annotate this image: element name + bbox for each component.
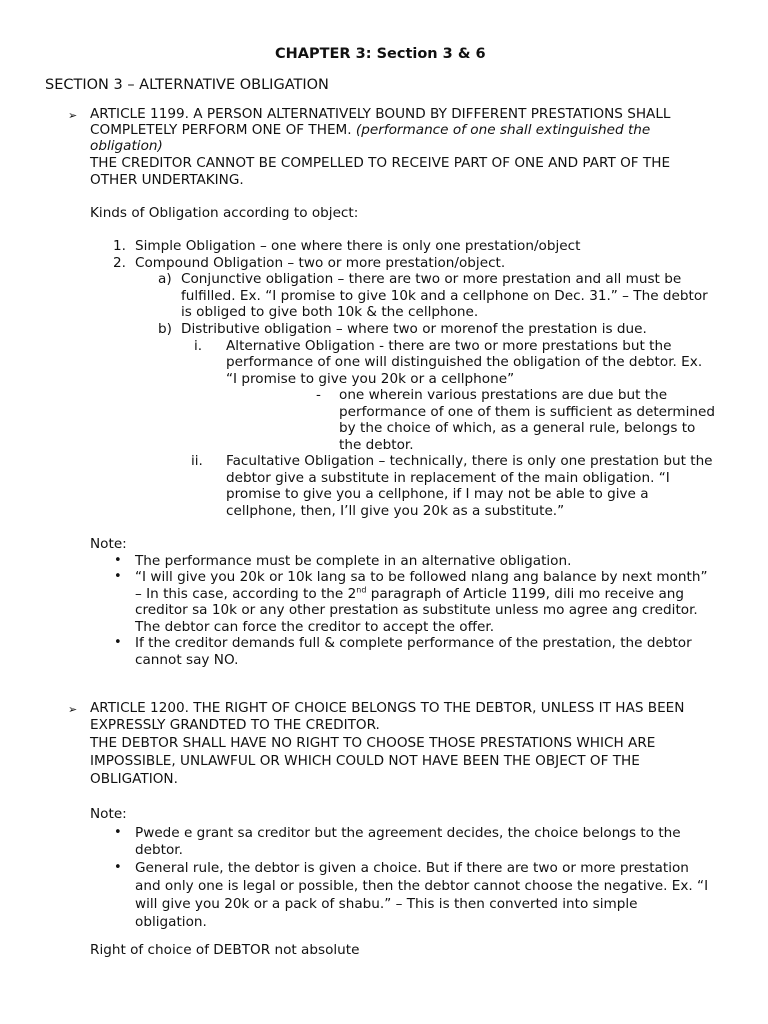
- note-1-bullet-2-line-1: “I will give you 20k or 10k lang sa to be followed nlang ang balance by next month”: [135, 569, 708, 585]
- arrow-bullet-icon: ➢: [68, 703, 78, 716]
- dash-bullet-icon: -: [316, 387, 321, 403]
- note-1-bullet-2-line-4: The debtor can force the creditor to accept the offer.: [135, 619, 495, 635]
- dash-line-2: performance of one of them is sufficient as determined: [339, 404, 716, 420]
- note-1-bullet-2-line-2-post: paragraph of Article 1199, dili mo receive ang: [366, 586, 685, 602]
- note-1-bullet-2-line-2-pre: – In this case, according to the 2: [135, 586, 357, 602]
- list-item-compound-obligation: Compound Obligation – two or more prestation/object.: [135, 255, 506, 271]
- dash-line-4: the debtor.: [339, 437, 414, 453]
- bullet-icon: •: [114, 825, 122, 840]
- note-label: Note:: [90, 536, 127, 552]
- note-1-bullet-2-line-2: [135, 586, 684, 602]
- alternative-line-1: Alternative Obligation - there are two or more prestations but the: [226, 338, 672, 354]
- article-1199-italic-note: (performance of one shall extinguished the: [355, 122, 651, 138]
- list-item-simple-obligation: Simple Obligation – one where there is only one prestation/object: [135, 238, 581, 254]
- article-1199-line-4: THE CREDITOR CANNOT BE COMPELLED TO RECEIVE PART OF ONE AND PART OF THE: [90, 155, 671, 171]
- note-label: Note:: [90, 806, 127, 822]
- article-1200-line-5: OBLIGATION.: [90, 771, 178, 787]
- article-1200-line-1: ARTICLE 1200. THE RIGHT OF CHOICE BELONGS TO THE DEBTOR, UNLESS IT HAS BEEN: [90, 700, 685, 716]
- sublist-label: a): [158, 271, 172, 287]
- article-1200-line-4: IMPOSSIBLE, UNLAWFUL OR WHICH COULD NOT HAVE BEEN THE OBJECT OF THE: [90, 753, 640, 769]
- list-number: 2.: [113, 255, 126, 271]
- right-of-choice-line: Right of choice of DEBTOR not absolute: [90, 942, 360, 958]
- note-2-bullet-2-line-1: General rule, the debtor is given a choice. But if there are two or more prestation: [135, 860, 689, 876]
- facultative-line-4: cellphone, then, I’ll give you 20k as a substitute.”: [226, 503, 565, 519]
- alternative-line-2: performance of one will distinguished the obligation of the debtor. Ex.: [226, 354, 703, 370]
- article-1200-line-2: EXPRESSLY GRANDTED TO THE CREDITOR.: [90, 717, 380, 733]
- bullet-icon: •: [114, 635, 122, 650]
- facultative-line-3: promise to give you a cellphone, if I may not be able to give a: [226, 486, 649, 502]
- roman-label: ii.: [191, 453, 203, 469]
- article-1199-line-5: OTHER UNDERTAKING.: [90, 172, 244, 188]
- dash-line-1: one wherein various prestations are due but the: [339, 387, 668, 403]
- bullet-icon: •: [114, 553, 122, 568]
- note-2-bullet-1-line-2: debtor.: [135, 842, 183, 858]
- list-number: 1.: [113, 238, 126, 254]
- conjunctive-line-2: fulfilled. Ex. “I promise to give 10k and a cellphone on Dec. 31.” – The debtor: [181, 288, 708, 304]
- conjunctive-line-1: Conjunctive obligation – there are two or more prestation and all must be: [181, 271, 682, 287]
- alternative-line-3: “I promise to give you 20k or a cellphone”: [226, 371, 515, 387]
- article-1199-line-1: ARTICLE 1199. A PERSON ALTERNATIVELY BOUND BY DIFFERENT PRESTATIONS SHALL: [90, 106, 671, 122]
- section-heading: SECTION 3 – ALTERNATIVE OBLIGATION: [45, 77, 329, 93]
- facultative-line-2: debtor give a substitute in replacement of the main obligation. “I: [226, 470, 670, 486]
- dash-line-3: by the choice of which, as a general rule, belongs to: [339, 420, 696, 436]
- article-1199-line-2: [90, 122, 650, 138]
- note-1-bullet-3-line-1: If the creditor demands full & complete performance of the prestation, the debtor: [135, 635, 692, 651]
- note-2-bullet-2-line-4: obligation.: [135, 914, 207, 930]
- distributive-line: Distributive obligation – where two or morenof the prestation is due.: [181, 321, 647, 337]
- note-2-bullet-2-line-2: and only one is legal or possible, then the debtor cannot choose the negative. Ex. “I: [135, 878, 709, 894]
- roman-label: i.: [194, 338, 203, 354]
- facultative-line-1: Facultative Obligation – technically, there is only one prestation but the: [226, 453, 713, 469]
- sublist-label: b): [158, 321, 172, 337]
- note-2-bullet-1-line-1: Pwede e grant sa creditor but the agreement decides, the choice belongs to the: [135, 825, 681, 841]
- article-1199-line-2-text: COMPLETELY PERFORM ONE OF THEM.: [90, 122, 356, 138]
- note-1-bullet-1: The performance must be complete in an alternative obligation.: [135, 553, 572, 569]
- arrow-bullet-icon: ➢: [68, 109, 78, 122]
- note-1-bullet-3-line-2: cannot say NO.: [135, 652, 239, 668]
- note-2-bullet-2-line-3: will give you 20k or a pack of shabu.” – This is then converted into simple: [135, 896, 638, 912]
- article-1199-line-3: obligation): [90, 138, 163, 154]
- bullet-icon: •: [114, 569, 122, 584]
- conjunctive-line-3: is obliged to give both 10k & the cellphone.: [181, 304, 479, 320]
- ordinal-superscript: nd: [356, 585, 367, 595]
- note-1-bullet-2-line-3: creditor sa 10k or any other prestation as substitute unless mo agree ang creditor.: [135, 602, 698, 618]
- page-title: CHAPTER 3: Section 3 & 6: [275, 46, 486, 62]
- article-1200-line-3: THE DEBTOR SHALL HAVE NO RIGHT TO CHOOSE THOSE PRESTATIONS WHICH ARE: [90, 735, 656, 751]
- bullet-icon: •: [114, 860, 122, 875]
- kinds-heading: Kinds of Obligation according to object:: [90, 205, 359, 221]
